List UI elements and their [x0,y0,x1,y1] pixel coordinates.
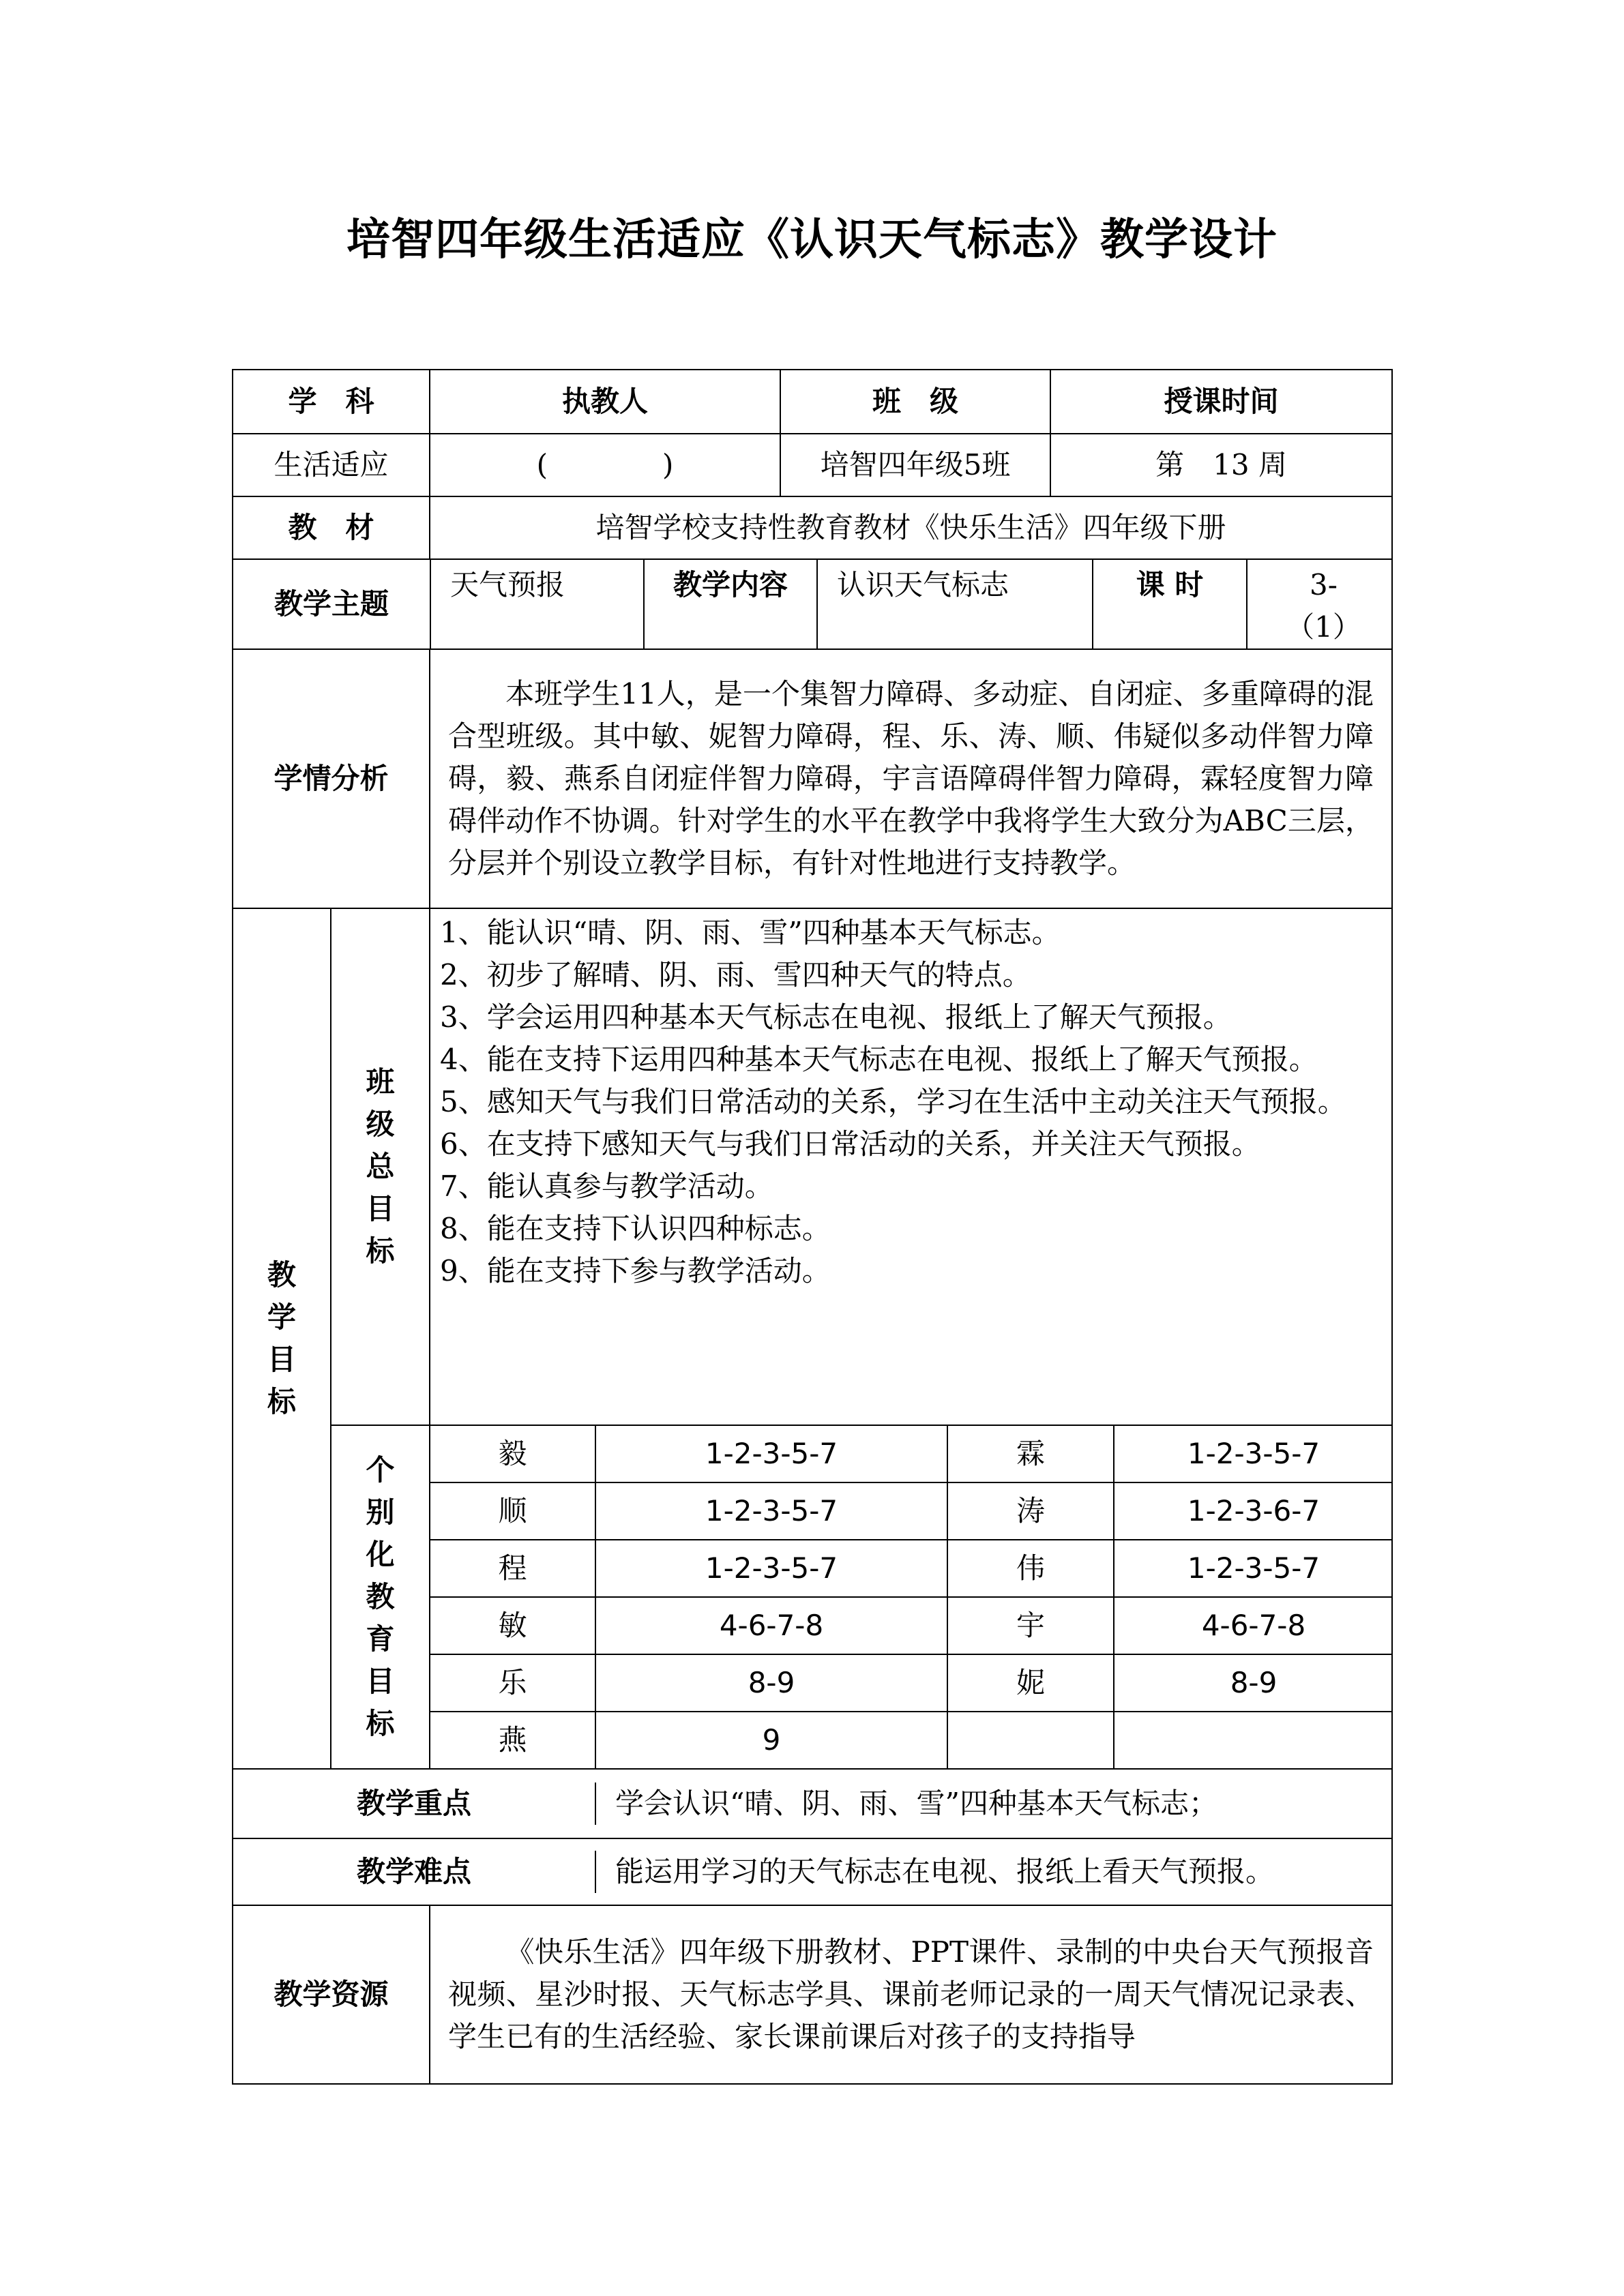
student-goals: 1-2-3-5-7 [595,1426,947,1482]
student-goals [1114,1712,1393,1768]
class-goal-item: 3、学会运用四种基本天气标志在电视、报纸上了解天气预报。 [440,1000,1232,1034]
table-row [430,1712,1393,1768]
resources-label: 教学资源 [233,1905,430,2084]
student-goals: 1-2-3-5-7 [1114,1540,1393,1597]
class-goal-item: 1、能认识“晴、阴、雨、雪”四种基本天气标志。 [440,916,1061,949]
student-goals: 4-6-7-8 [1114,1597,1393,1654]
table-row [430,1426,1393,1482]
student-name: 顺 [430,1482,595,1540]
teacher-value: ( ) [430,434,780,496]
student-goals: 9 [595,1712,947,1768]
class-goal-item: 7、能认真参与教学活动。 [440,1169,773,1203]
difficulty-label: 教学难点 [233,1851,595,1893]
student-name [947,1712,1114,1768]
resources-text: 《快乐生活》四年级下册教材、PPT课件、录制的中央台天气预报音视频、星沙时报、天气标志学具、课前老师记录的一周天气情况记录表、学生已有的生活经验、家长课前课后对孩子的支持指导 [448,1935,1374,2053]
individual-goals-table [430,1426,1393,1768]
student-name: 燕 [430,1712,595,1768]
student-name: 毅 [430,1426,595,1482]
material-value: 培智学校支持性教育教材《快乐生活》四年级下册 [430,496,1392,559]
time-header: 授课时间 [1050,370,1392,434]
student-name: 涛 [947,1482,1114,1540]
topic-value: 天气预报 [430,560,644,648]
table-row [430,1482,1393,1540]
teaching-goals-label: 教 学 目 标 [233,908,331,1769]
class-goals-list [430,908,1392,1425]
class-goal-item: 8、能在支持下认识四种标志。 [440,1212,831,1245]
class-goal-item: 6、在支持下感知天气与我们日常活动的关系，并关注天气预报。 [440,1127,1260,1161]
subject-header: 学 科 [233,370,430,434]
student-name: 敏 [430,1597,595,1654]
student-goals: 1-2-3-5-7 [595,1540,947,1597]
table-row [430,1540,1393,1597]
student-goals: 8-9 [1114,1654,1393,1712]
student-name: 宇 [947,1597,1114,1654]
document-title: 培智四年级生活适应《认识天气标志》教学设计 [346,215,1278,265]
student-goals: 8-9 [595,1654,947,1712]
class-header: 班 级 [780,370,1050,434]
table-row [430,1654,1393,1712]
individual-goals-label: 个 别 化 教 育 目 标 [331,1425,430,1769]
material-label: 教 材 [233,496,430,559]
table-row [430,1597,1393,1654]
content-label: 教学内容 [644,560,817,648]
student-name: 程 [430,1540,595,1597]
difficulty-value: 能运用学习的天气标志在电视、报纸上看天气预报。 [615,1855,1275,1888]
focus-value: 学会认识“晴、阴、雨、雪”四种基本天气标志； [615,1787,1217,1820]
student-goals: 4-6-7-8 [595,1597,947,1654]
student-goals: 1-2-3-6-7 [1114,1482,1393,1540]
class-value: 培智四年级5班 [780,434,1050,496]
topic-row [233,560,1393,648]
time-value: 第 13 周 [1050,434,1392,496]
lesson-plan-table [232,369,1393,2085]
student-name: 乐 [430,1654,595,1712]
topic-label: 教学主题 [233,560,430,648]
class-goal-item: 2、初步了解晴、阴、雨、雪四种天气的特点。 [440,958,1031,992]
content-value: 认识天气标志 [817,560,1093,648]
class-goal-item: 4、能在支持下运用四种基本天气标志在电视、报纸上了解天气预报。 [440,1043,1318,1076]
analysis-label: 学情分析 [233,649,430,908]
student-name: 妮 [947,1654,1114,1712]
class-goal-item: 5、感知天气与我们日常活动的关系，学习在生活中主动关注天气预报。 [440,1085,1346,1118]
focus-row [233,1783,1393,1825]
subject-value: 生活适应 [233,434,430,496]
class-goals-label: 班 级 总 目 标 [331,908,430,1425]
period-value: 3-（1） [1286,568,1361,644]
teacher-header: 执教人 [430,370,780,434]
student-name: 伟 [947,1540,1114,1597]
difficulty-row [233,1851,1393,1893]
focus-label: 教学重点 [233,1783,595,1825]
student-goals: 1-2-3-5-7 [1114,1426,1393,1482]
analysis-text: 本班学生11人，是一个集智力障碍、多动症、自闭症、多重障碍的混合型班级。其中敏、妮智力障碍，程、乐、涛、顺、伟疑似多动伴智力障碍，毅、燕系自闭症伴智力障碍，宇言语障碍伴智力障碍，霖轻度智力障碍伴动作不协调。针对学生的水平在教学中我将学生大致分为ABC三层，分层并个别设立教学目标，有针对性地进行支持教学。 [448,677,1374,880]
class-goal-item: 9、能在支持下参与教学活动。 [440,1254,831,1287]
period-label: 课 时 [1093,560,1247,648]
student-name: 霖 [947,1426,1114,1482]
student-goals: 1-2-3-5-7 [595,1482,947,1540]
